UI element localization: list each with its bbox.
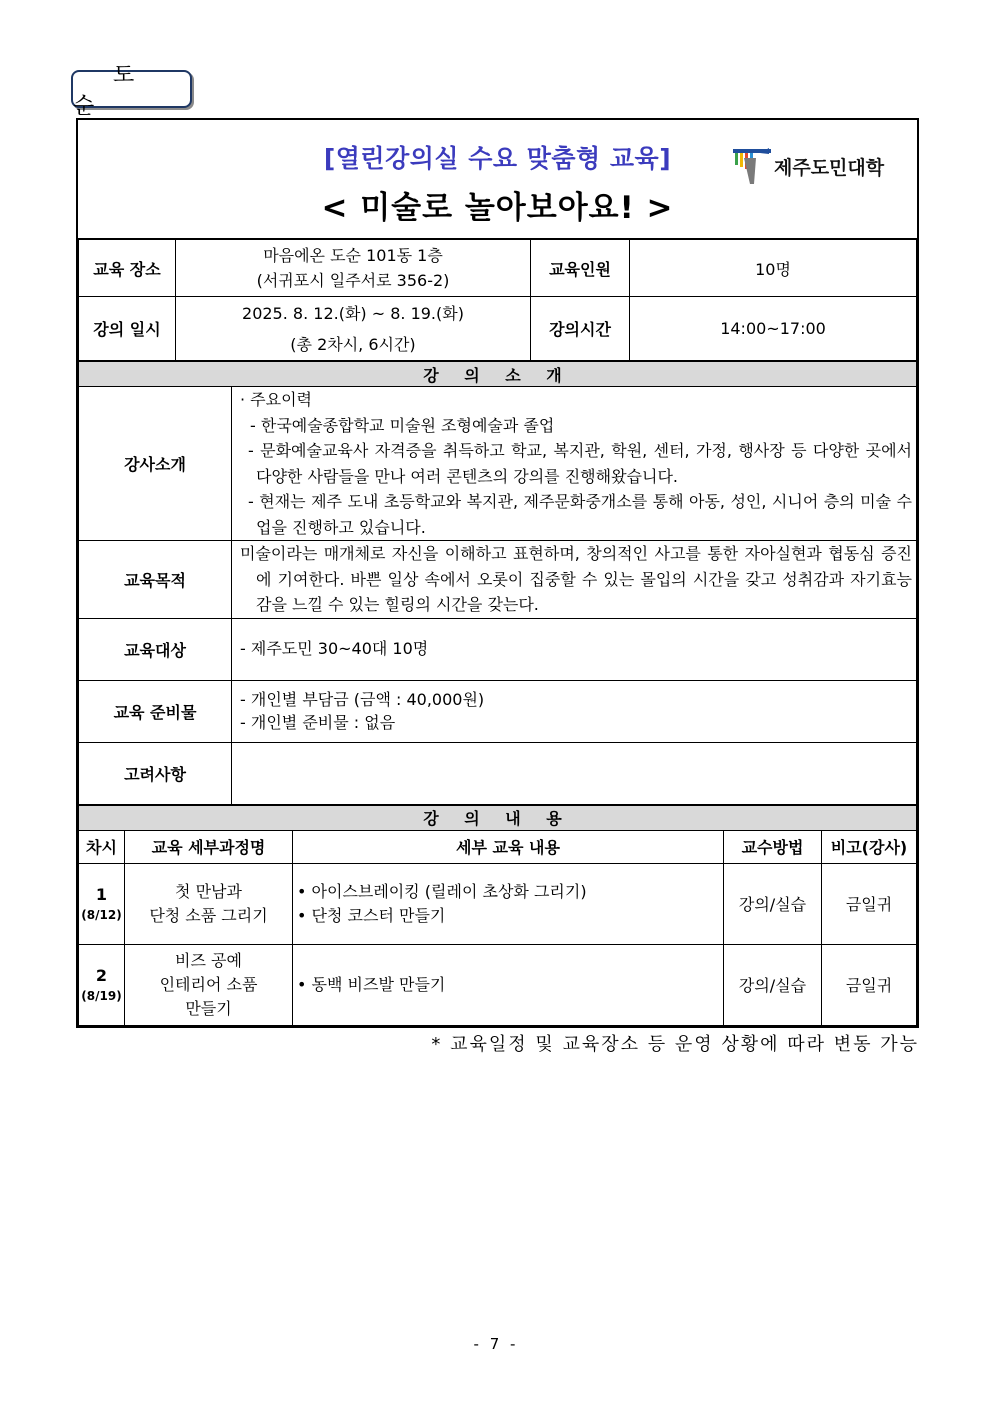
program-header: [78, 120, 917, 239]
course-line: 인테리어 소품: [159, 974, 258, 994]
course-line: 첫 만남과: [175, 881, 242, 901]
col-header: 교수방법: [724, 830, 822, 863]
capacity-value: 10명: [630, 240, 917, 297]
logo-text: 제주도민대학: [774, 157, 885, 179]
detail-item: • 동백 비즈발 만들기: [297, 973, 723, 997]
footnote: * 교육일정 및 교육장소 등 운영 상황에 따라 변동 가능: [431, 1034, 919, 1055]
content-table: [78, 805, 917, 1026]
session-number: [79, 944, 125, 1025]
session-date: (8/12): [81, 908, 122, 922]
university-logo: [730, 144, 895, 192]
purpose-content: [232, 541, 917, 619]
place-value: [176, 240, 531, 297]
target-text: - 제주도민 30~40대 10명: [240, 639, 429, 659]
place-line2: (서귀포시 일주서로 356-2): [256, 271, 450, 290]
session-date: (8/19): [81, 989, 122, 1003]
col-header: 비고(강사): [822, 830, 917, 863]
page-number: - 7 -: [473, 1335, 519, 1353]
purpose-text: 미술이라는 매개체로 자신을 이해하고 표현하며, 창의적인 사고를 통한 자아실현과 협동심 증진에 기여한다. 바쁜 일상 속에서 오롯이 집중할 수 있는 몰입의 시간을 갖고 성취감과 자기효능감을 느낄 수 있는 힐링의 시간을 갖는다.: [240, 544, 912, 614]
program-title: < 미술로 놀아보아요! >: [321, 190, 674, 226]
method-cell: 강의/실습: [724, 944, 822, 1025]
prep-content: [232, 680, 917, 742]
instructor-cell: 금일귀: [822, 944, 917, 1025]
course-name: [125, 863, 293, 944]
course-line: 비즈 공예: [175, 950, 242, 970]
detail-item: • 단청 코스터 만들기: [297, 904, 723, 928]
date-line2: (총 2차시, 6시간): [290, 334, 416, 354]
date-value: [176, 297, 531, 361]
detail-cell: [293, 863, 724, 944]
date-line1: 2025. 8. 12.(화) ~ 8. 19.(화): [242, 303, 464, 323]
date-label: 강의 일시: [79, 297, 176, 361]
col-header: 세부 교육 내용: [293, 830, 724, 863]
time-value: 14:00~17:00: [630, 297, 917, 361]
capacity-label: 교육인원: [531, 240, 630, 297]
instructor-line: · 주요이력: [240, 390, 312, 409]
prep-line: - 개인별 부담금 (금액 : 40,000원): [240, 690, 485, 709]
method-cell: 강의/실습: [724, 863, 822, 944]
instructor-line: - 한국예술종합학교 미술원 조형예술과 졸업: [250, 415, 555, 435]
info-table: [78, 239, 917, 361]
region-tag: 도 순: [71, 70, 192, 108]
col-header: 차시: [79, 830, 125, 863]
program-subtitle: [열린강의실 수요 맞춤형 교육]: [323, 144, 672, 173]
session-num: 1: [95, 885, 108, 904]
logo-mark-icon: [730, 144, 774, 192]
table-row: [79, 944, 917, 1025]
time-label: 강의시간: [531, 297, 630, 361]
intro-section-title: 강 의 소 개: [79, 362, 917, 387]
session-num: 2: [95, 966, 108, 985]
instructor-label: 강사소개: [79, 387, 232, 541]
course-line: 만들기: [185, 998, 232, 1018]
detail-item: • 아이스브레이킹 (릴레이 초상화 그리기): [297, 880, 723, 904]
instructor-content: [232, 387, 917, 541]
instructor-line: - 현재는 제주 도내 초등학교와 복지관, 제주문화중개소를 통해 아동, 성인, 시니어 층의 미술 수업을 진행하고 있습니다.: [248, 492, 912, 537]
session-number: [79, 863, 125, 944]
purpose-label: 교육목적: [79, 541, 232, 619]
consider-content: [232, 742, 917, 804]
course-line: 단청 소품 그리기: [149, 905, 268, 925]
col-header: 교육 세부과정명: [125, 830, 293, 863]
program-box: [76, 118, 919, 1028]
prep-line: - 개인별 준비물 : 없음: [240, 713, 396, 732]
course-name: [125, 944, 293, 1025]
instructor-line: - 문화예술교육사 자격증을 취득하고 학교, 복지관, 학원, 센터, 가정, 행사장 등 다양한 곳에서 다양한 사람들을 만나 여러 콘텐츠의 강의를 진행해왔습니다.: [248, 441, 912, 486]
target-label: 교육대상: [79, 618, 232, 680]
consider-label: 고려사항: [79, 742, 232, 804]
place-line1: 마음에온 도순 101동 1층: [263, 246, 443, 265]
instructor-cell: 금일귀: [822, 863, 917, 944]
place-label: 교육 장소: [79, 240, 176, 297]
target-content: [232, 618, 917, 680]
detail-cell: [293, 944, 724, 1025]
table-row: [79, 863, 917, 944]
content-section-title: 강 의 내 용: [79, 805, 917, 830]
intro-table: [78, 361, 917, 805]
prep-label: 교육 준비물: [79, 680, 232, 742]
